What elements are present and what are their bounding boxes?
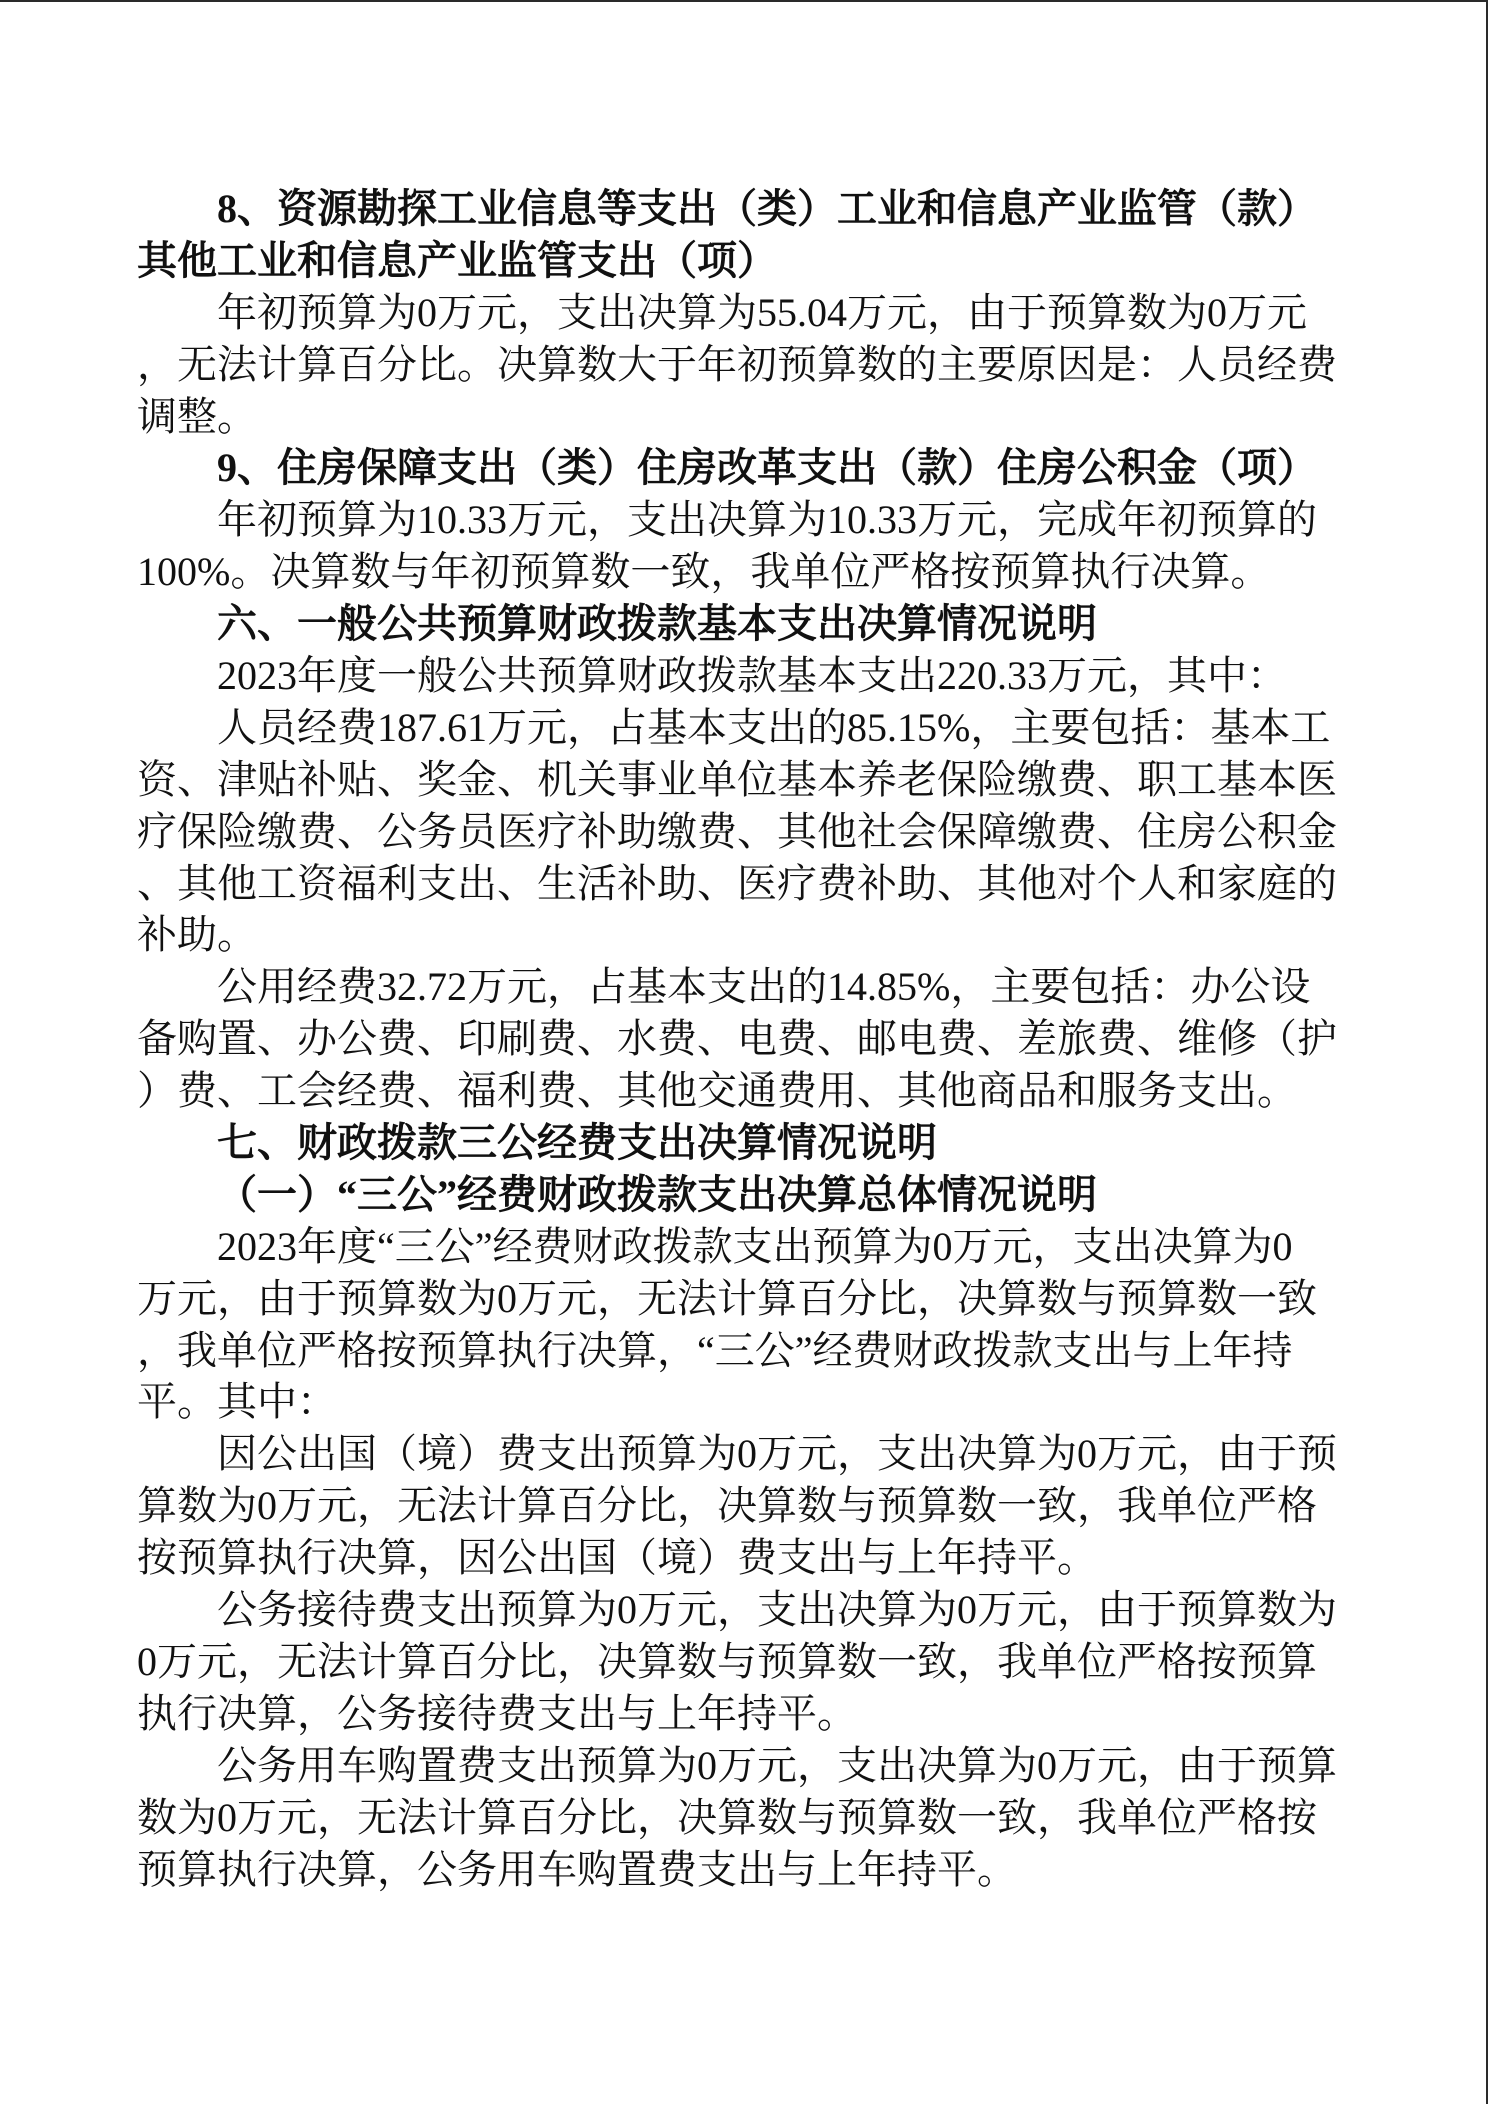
body-line: ，无法计算百分比。决算数大于年初预算数的主要原因是：人员经费 bbox=[137, 341, 1337, 387]
paragraph bbox=[137, 1428, 1347, 1584]
body-line: 疗保险缴费、公务员医疗补助缴费、其他社会保障缴费、住房公积金 bbox=[137, 808, 1337, 854]
body-line: 预算执行决算，公务用车购置费支出与上年持平。 bbox=[137, 1846, 1017, 1892]
section-heading-6 bbox=[137, 598, 1347, 650]
body-line: 备购置、办公费、印刷费、水费、电费、邮电费、差旅费、维修（护 bbox=[137, 1016, 1337, 1062]
paragraph bbox=[137, 1740, 1347, 1896]
section-heading-7 bbox=[137, 1117, 1347, 1169]
body-line: 资、津贴补贴、奖金、机关事业单位基本养老保险缴费、职工基本医 bbox=[137, 756, 1337, 802]
body-line: 公务用车购置费支出预算为0万元，支出决算为0万元，由于预算 bbox=[217, 1742, 1337, 1788]
body-line: 因公出国（境）费支出预算为0万元，支出决算为0万元，由于预 bbox=[217, 1431, 1337, 1477]
heading-line: 其他工业和信息产业监管支出（项） bbox=[137, 237, 777, 283]
body-line: 、其他工资福利支出、生活补助、医疗费补助、其他对个人和家庭的 bbox=[137, 860, 1337, 906]
heading-line: （一）“三公”经费财政拨款支出决算总体情况说明 bbox=[217, 1171, 1097, 1217]
paragraph bbox=[137, 494, 1347, 598]
body-line: 年初预算为0万元，支出决算为55.04万元，由于预算数为0万元 bbox=[217, 289, 1307, 335]
paragraph bbox=[137, 287, 1347, 443]
body-line: ）费、工会经费、福利费、其他交通费用、其他商品和服务支出。 bbox=[137, 1068, 1297, 1114]
body-line: 公务接待费支出预算为0万元，支出决算为0万元，由于预算数为 bbox=[217, 1587, 1337, 1633]
paragraph bbox=[137, 1584, 1347, 1740]
paragraph bbox=[137, 1221, 1347, 1429]
body-line: 公用经费32.72万元，占基本支出的14.85%，主要包括：办公设 bbox=[217, 964, 1311, 1010]
body-line: 调整。 bbox=[137, 393, 257, 439]
body-line: 按预算执行决算，因公出国（境）费支出与上年持平。 bbox=[137, 1535, 1097, 1581]
body-line: 万元，由于预算数为0万元，无法计算百分比，决算数与预算数一致 bbox=[137, 1275, 1317, 1321]
body-line: 数为0万元，无法计算百分比，决算数与预算数一致，我单位严格按 bbox=[137, 1794, 1317, 1840]
body-line: 算数为0万元，无法计算百分比，决算数与预算数一致，我单位严格 bbox=[137, 1483, 1317, 1529]
heading-line: 9、住房保障支出（类）住房改革支出（款）住房公积金（项） bbox=[217, 445, 1317, 491]
section-heading-9 bbox=[137, 442, 1347, 494]
paragraph bbox=[137, 961, 1347, 1117]
body-line: 年初预算为10.33万元，支出决算为10.33万元，完成年初预算的 bbox=[217, 497, 1317, 543]
paragraph bbox=[137, 650, 1347, 702]
body-line: 补助。 bbox=[137, 912, 257, 958]
heading-line: 七、财政拨款三公经费支出决算情况说明 bbox=[217, 1120, 937, 1166]
body-line: 2023年度一般公共预算财政拨款基本支出220.33万元，其中： bbox=[217, 653, 1287, 699]
section-heading-8 bbox=[137, 183, 1347, 287]
heading-line: 8、资源勘探工业信息等支出（类）工业和信息产业监管（款） bbox=[217, 186, 1317, 231]
document-body bbox=[137, 183, 1347, 1895]
body-line: 平。其中： bbox=[137, 1379, 337, 1425]
body-line: 100%。决算数与年初预算数一致，我单位严格按预算执行决算。 bbox=[137, 549, 1271, 595]
body-line: 0万元，无法计算百分比，决算数与预算数一致，我单位严格按预算 bbox=[137, 1638, 1317, 1684]
body-line: 2023年度“三公”经费财政拨款支出预算为0万元，支出决算为0 bbox=[217, 1223, 1293, 1269]
subsection-heading-1 bbox=[137, 1169, 1347, 1221]
body-line: 人员经费187.61万元，占基本支出的85.15%，主要包括：基本工 bbox=[217, 704, 1331, 750]
body-line: 执行决算，公务接待费支出与上年持平。 bbox=[137, 1690, 857, 1736]
heading-line: 六、一般公共预算财政拨款基本支出决算情况说明 bbox=[217, 601, 1097, 647]
paragraph bbox=[137, 702, 1347, 961]
body-line: ，我单位严格按预算执行决算，“三公”经费财政拨款支出与上年持 bbox=[137, 1327, 1293, 1373]
